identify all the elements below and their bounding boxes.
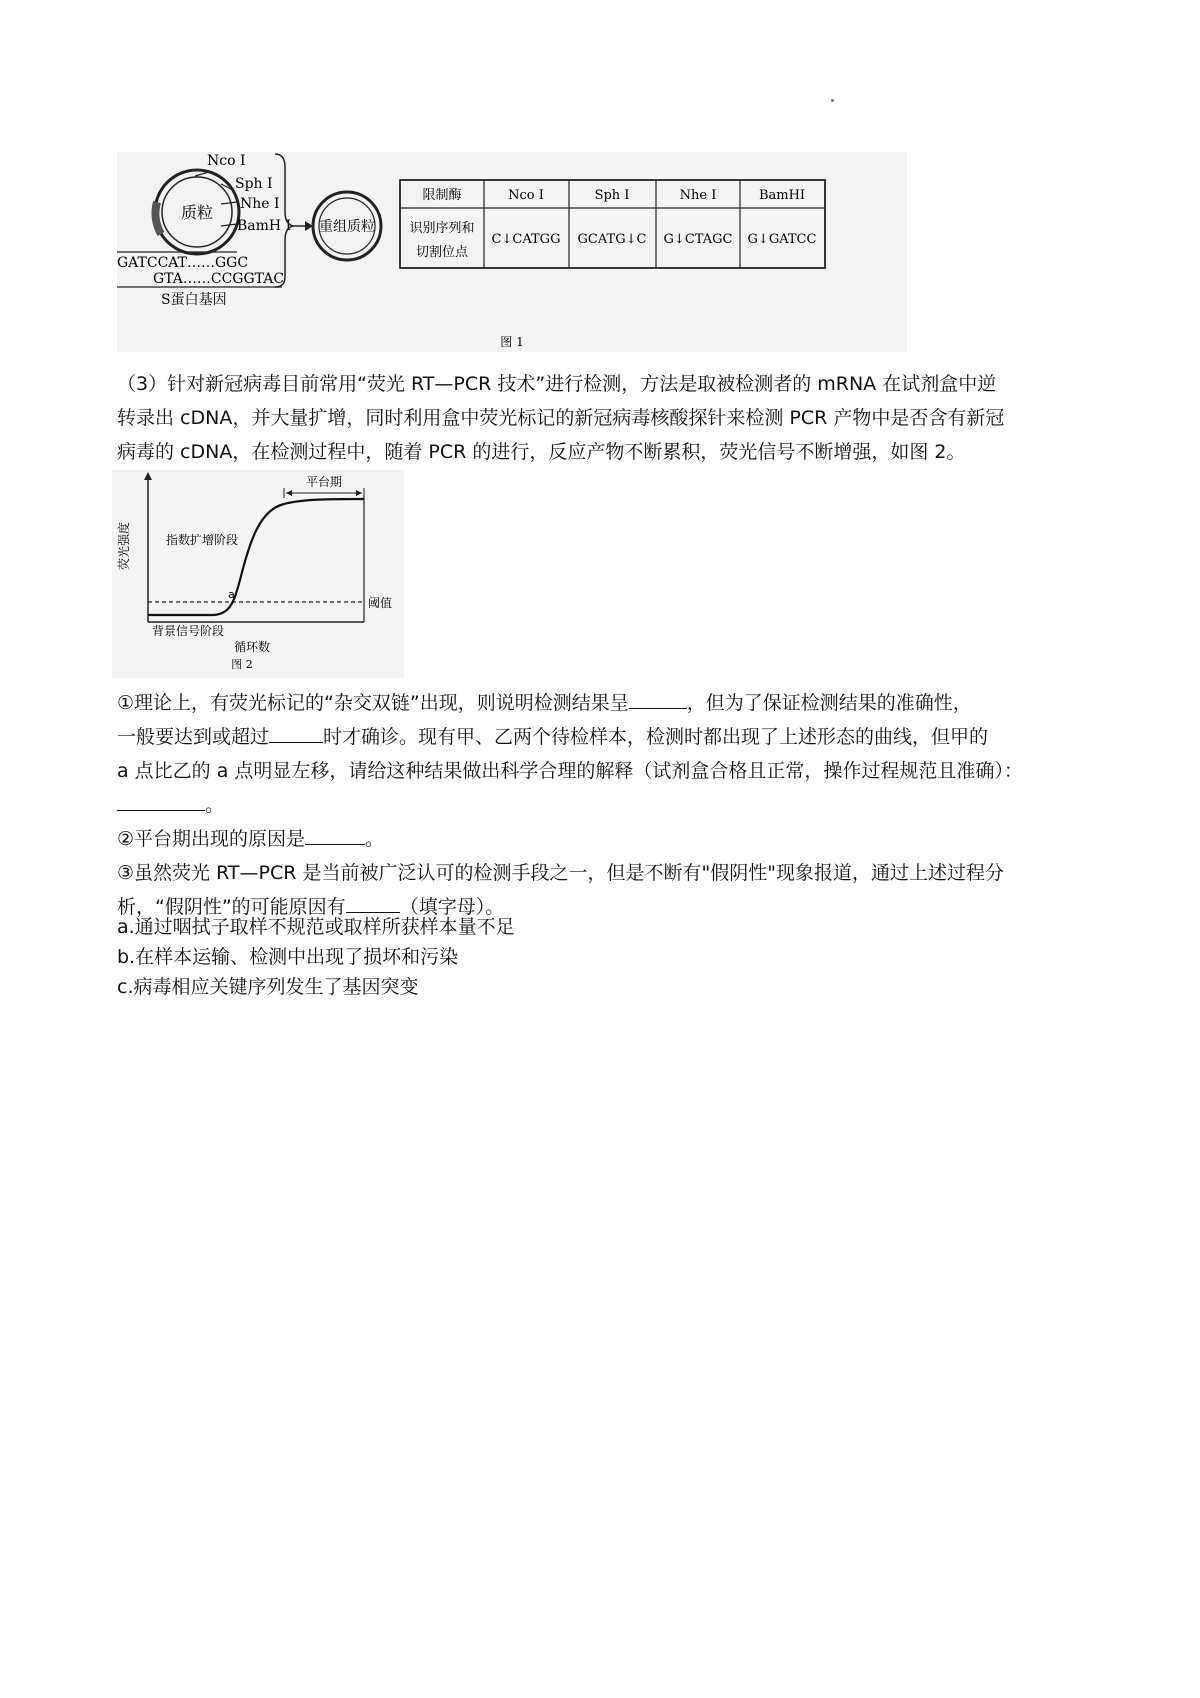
recombinant-label: 重组质粒 [319, 219, 375, 235]
option-b: b.在样本运输、检测中出现了损坏和污染 [117, 946, 459, 968]
table-site-bamhi: G↓GATCC [747, 232, 817, 247]
table-site-nco: C↓CATGG [491, 232, 561, 247]
answer-blank-2[interactable] [269, 724, 323, 743]
answer-blank-1[interactable] [629, 690, 687, 709]
site-nco: Nco I [207, 153, 246, 169]
table-row-label-2: 切割位点 [415, 245, 469, 260]
plateau-label: 平台期 [305, 475, 343, 489]
q1-line1: ①理论上，有荧光标记的“杂交双链”出现，则说明检测结果呈 ，但为了保证检测结果的准确性， [117, 692, 972, 714]
bg-label: 背景信号阶段 [152, 624, 225, 638]
table-site-sph: GCATG↓C [577, 232, 647, 247]
point-a-label: a [228, 588, 235, 601]
para3-line2: 转录出 cDNA，并大量扩增，同时利用盒中荧光标记的新冠病毒核酸探针来检测 PCR 产物中是否含有新冠 [117, 407, 1005, 429]
y-axis-label: 荧光强度 [117, 521, 131, 570]
answer-blank-3[interactable] [117, 792, 205, 811]
q1-line3: a 点比乙的 a 点明显左移，请给这种结果做出科学合理的解释（试剂盒合格且正常，操作过程规范且准确）： [117, 760, 1023, 782]
para3-line1: （3）针对新冠病毒目前常用“荧光 RT—PCR 技术”进行检测，方法是取被检测者的 mRNA 在试剂盒中逆 [117, 373, 997, 395]
threshold-label: 阈值 [368, 596, 393, 610]
option-a: a.通过咽拭子取样不规范或取样所获样本量不足 [117, 916, 515, 938]
figure-1-caption: 图 1 [500, 335, 524, 349]
q1-line4: 。 [117, 788, 1097, 822]
answer-blank-4[interactable] [305, 826, 365, 845]
gene-strand-top: GATCCAT……GGC [117, 255, 249, 271]
x-axis-label: 循环数 [233, 640, 271, 654]
table-enzyme-bamhi: BamHI [758, 188, 806, 203]
gene-label: S蛋白基因 [161, 292, 227, 308]
q2-line: ②平台期出现的原因是 。 [117, 828, 385, 850]
figure-2-caption: 图 2 [231, 658, 253, 671]
exp-label: 指数扩增阶段 [166, 533, 239, 547]
site-bamh: BamH I [237, 218, 292, 234]
table-enzyme-nco: Nco I [508, 188, 544, 203]
gene-strand-bottom: GTA……CCGGTAC [153, 271, 285, 287]
q3-line1: ③虽然荧光 RT—PCR 是当前被广泛认可的检测手段之一，但是不断有"假阴性"现象报道，通过上述过程分 [117, 862, 1004, 884]
site-nhe: Nhe I [240, 196, 280, 212]
table-row-label-1: 识别序列和 [409, 221, 475, 236]
site-sph: Sph I [235, 176, 273, 192]
table-enzyme-sph: Sph I [594, 188, 630, 203]
plasmid-label: 质粒 [180, 203, 214, 222]
figure-1 [117, 152, 907, 352]
stray-dot [831, 99, 834, 102]
q1-line2: 一般要达到或超过 时才确诊。现有甲、乙两个待检样本，检测时都出现了上述形态的曲线，但甲的 [117, 726, 989, 748]
table-header-label: 限制酶 [422, 188, 462, 203]
para3-line3: 病毒的 cDNA，在检测过程中，随着 PCR 的进行，反应产物不断累积，荧光信号不断增强，如图 2。 [117, 441, 966, 463]
option-c: c.病毒相应关键序列发生了基因突变 [117, 976, 419, 998]
figure-2 [112, 470, 404, 678]
q3-line2: 析，“假阴性”的可能原因有 （填字母）。 [117, 896, 505, 918]
answer-blank-5[interactable] [346, 894, 400, 913]
table-site-nhe: G↓CTAGC [663, 232, 733, 247]
table-enzyme-nhe: Nhe I [679, 188, 717, 203]
